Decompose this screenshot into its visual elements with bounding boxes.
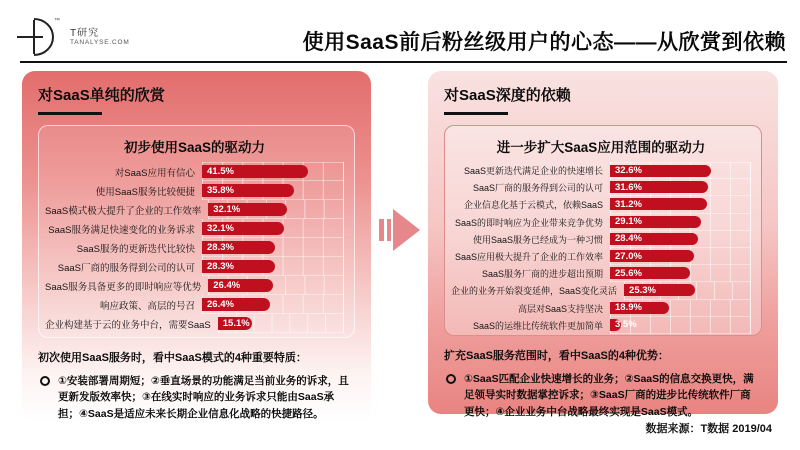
bar-value: 32.6% <box>615 165 642 177</box>
chart-card-expansion-drivers <box>444 125 762 336</box>
bar-track <box>202 162 344 181</box>
bar <box>202 260 275 273</box>
bar-value: 26.4% <box>207 298 234 310</box>
bar-value: 28.4% <box>615 233 642 245</box>
bar <box>610 319 637 331</box>
bar <box>610 165 711 177</box>
bar-track <box>202 181 344 200</box>
bar-label: SaaS服务的更新迭代比较快 <box>76 243 195 255</box>
bar-label: 对SaaS应用有信心 <box>114 167 195 179</box>
bar-track <box>610 179 751 196</box>
panel-heading: 对SaaS单纯的欣赏 <box>38 87 165 104</box>
bar-value: 29.1% <box>615 216 642 228</box>
bar-value: 32.1% <box>213 203 241 215</box>
bar-track <box>218 314 344 333</box>
bar-value: 31.2% <box>615 198 642 210</box>
bar-value: 28.3% <box>207 241 234 253</box>
brand-domain: TANALYSE.COM <box>70 39 130 47</box>
bar-row <box>451 196 751 213</box>
bar-track <box>202 238 344 257</box>
chart-title: 初步使用SaaS的驱动力 <box>123 140 266 155</box>
bar-label: SaaS服务满足快速变化的业务诉求 <box>48 224 195 236</box>
bar-value: 28.3% <box>207 260 234 272</box>
brand-name: T研究 <box>70 27 100 39</box>
note-text: ①SaaS匹配企业快速增长的业务；②SaaS的信息交换更快，满足领导实时数据掌控诉求；③SaaS厂商的进步比传统软件厂商更快；④企业业务中台战略最终实现是SaaS模式。 <box>464 373 754 418</box>
bar-row <box>45 238 344 257</box>
panel-saas-appreciation <box>22 71 371 423</box>
bar-row <box>451 317 751 334</box>
heading-underline <box>38 112 102 115</box>
bar <box>202 165 308 178</box>
bar-track <box>202 295 344 314</box>
bar-track <box>610 231 751 248</box>
bar-track <box>202 257 344 276</box>
note-item <box>38 373 355 422</box>
bar-value: 35.8% <box>207 184 234 196</box>
panel-heading: 对SaaS深度的依赖 <box>444 87 571 104</box>
bar-track <box>610 196 751 213</box>
bar <box>610 302 669 314</box>
bar-label: 响应政策、高层的号召 <box>99 300 195 312</box>
bar-track <box>624 282 751 299</box>
bar-track <box>610 162 751 179</box>
page-title: 使用SaaS前后粉丝级用户的心态——从欣赏到依赖 <box>302 31 786 54</box>
bar <box>610 181 708 193</box>
bar-value: 27.0% <box>615 250 642 262</box>
bar-label: 企业信息化基于云模式，依赖SaaS <box>463 200 603 211</box>
bar <box>208 279 273 292</box>
ring-bullet-icon <box>40 376 50 386</box>
bar <box>218 317 252 330</box>
bar <box>610 267 690 279</box>
bar-track <box>610 214 751 231</box>
logo-crosshair-d-icon <box>16 14 62 60</box>
bar <box>624 284 695 296</box>
bar-row <box>451 179 751 196</box>
bar-label: SaaS的运维比传统软件更加简单 <box>472 320 603 331</box>
bar <box>202 184 294 197</box>
bar-row <box>45 181 344 200</box>
bar-label: 企业构建基于云的业务中台，需要SaaS <box>45 319 211 331</box>
note-heading: 初次使用SaaS服务时，看中SaaS模式的4种重要特质： <box>38 352 307 364</box>
bar-value: 32.1% <box>207 222 234 234</box>
bar-row <box>45 276 344 295</box>
bar-row <box>451 265 751 282</box>
bar-label: 高层对SaaS支持坚决 <box>517 303 603 314</box>
bar <box>610 250 694 262</box>
bar-row <box>45 314 344 333</box>
data-source-note: 数据来源：T数据 2019/04 <box>645 423 772 435</box>
bar <box>202 241 275 254</box>
bar-value: 15.1% <box>222 317 250 329</box>
bar-label: SaaS厂商的服务得到公司的认可 <box>472 183 603 194</box>
bar-track <box>610 317 751 334</box>
brand-logo <box>16 14 130 60</box>
bar-track <box>610 265 751 282</box>
chart-card-initial-drivers <box>38 125 355 338</box>
bar <box>610 233 698 245</box>
bar-track <box>208 276 344 295</box>
bar-label: SaaS服务厂商的进步超出预期 <box>481 269 603 280</box>
note-item <box>444 371 762 420</box>
bar-value: 26.4% <box>213 279 241 291</box>
panel-saas-dependence <box>428 71 778 418</box>
bar-label: SaaS应用极大提升了企业的工作效率 <box>454 252 603 263</box>
bar <box>610 198 707 210</box>
bar-track <box>610 248 751 265</box>
note-text: ①安装部署周期短；②垂直场景的功能满足当前业务的诉求，且更新发版效率快；③在线实时响应的业务诉求只能由SaaS承担；④SaaS是适应未来长期企业信息化战略的快捷路径。 <box>58 375 349 420</box>
bar-track <box>610 300 751 317</box>
transition-arrow-icon <box>377 209 425 251</box>
bar-row <box>45 219 344 238</box>
bar-row <box>45 257 344 276</box>
bar-row <box>45 295 344 314</box>
bar-label: 使用SaaS服务已经成为一种习惯 <box>472 234 603 245</box>
bar <box>202 298 270 311</box>
heading-underline <box>444 112 508 115</box>
header-divider <box>20 61 787 63</box>
bar-row <box>45 200 344 219</box>
bar-value: 18.9% <box>615 302 642 314</box>
bar-value: 25.6% <box>615 267 642 279</box>
bar-value: 25.3% <box>629 284 656 296</box>
bar-row <box>451 300 751 317</box>
ring-bullet-icon <box>446 374 456 384</box>
bar-track <box>202 219 344 238</box>
bar-label: 企业的业务开始裂变延伸，SaaS变化灵活 <box>451 286 618 297</box>
bar-label: SaaS模式极大提升了企业的工作效率 <box>45 205 202 217</box>
bar <box>610 216 701 228</box>
bar-row <box>451 214 751 231</box>
bar-label: SaaS的即时响应为企业带来竞争优势 <box>454 217 603 228</box>
bar-row <box>451 231 751 248</box>
bar-chart-expansion-drivers <box>451 162 751 334</box>
chart-title: 进一步扩大SaaS应用范围的驱动力 <box>496 140 706 155</box>
bar-row <box>45 162 344 181</box>
bar-value: 31.6% <box>615 181 642 193</box>
bar-value: 3.5% <box>615 319 637 331</box>
trademark-mark: ™ <box>54 18 60 24</box>
bar-row <box>451 248 751 265</box>
bar-value: 41.5% <box>207 166 234 177</box>
bar <box>208 203 287 216</box>
bar-label: SaaS服务具备更多的即时响应等优势 <box>45 281 202 293</box>
bar-label: SaaS更新迭代满足企业的快速增长 <box>463 166 603 177</box>
bar-label: 使用SaaS服务比较便捷 <box>95 186 195 198</box>
bar-track <box>208 200 344 219</box>
bar-row <box>451 162 751 179</box>
bar-label: SaaS厂商的服务得到公司的认可 <box>57 262 195 274</box>
bar-chart-initial-drivers <box>45 162 344 333</box>
bar-row <box>451 282 751 299</box>
bar <box>202 222 284 235</box>
note-heading: 扩充SaaS服务范围时，看中SaaS的4种优势： <box>444 350 669 362</box>
